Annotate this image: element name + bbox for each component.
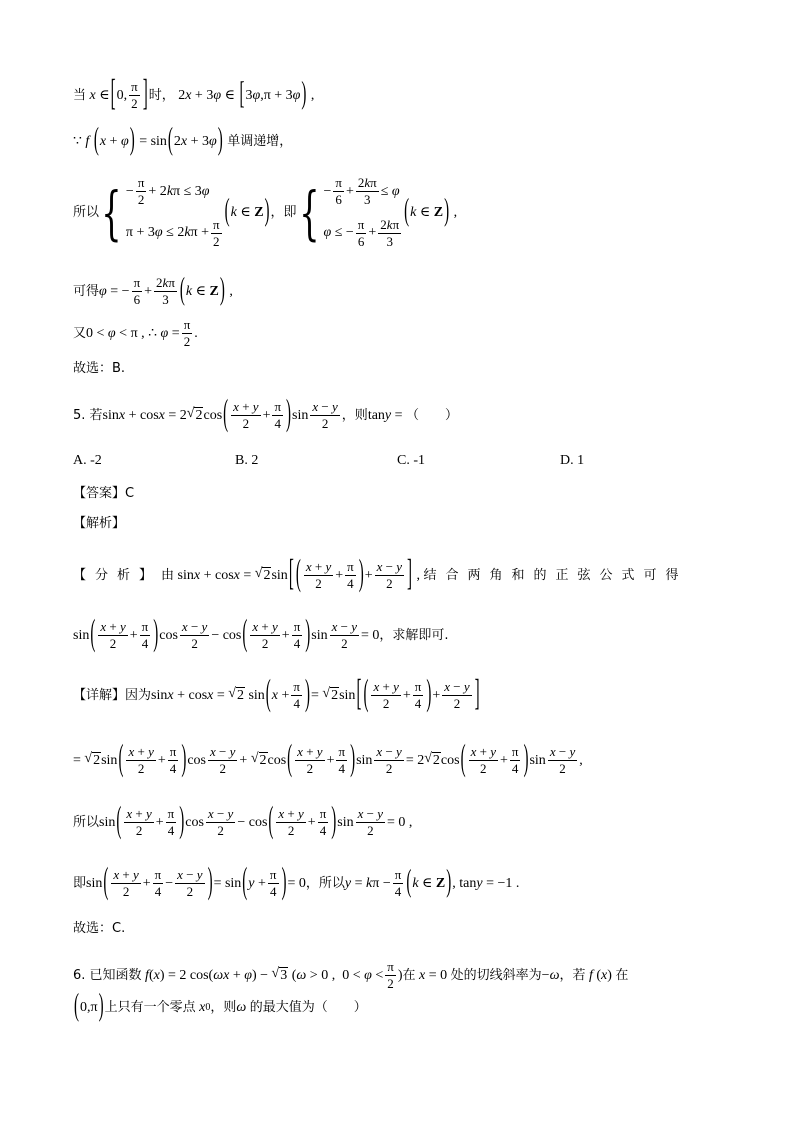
- q6-one-zero: 上只有一个零点: [104, 1000, 196, 1015]
- analysis-tail: 结合两角和的正弦公式可得: [423, 568, 688, 584]
- line-x-range: 当 x ∈ [ 0, $\frac{\pi}{2}$ ] 时， 2 x + 3 φ ∈ [ 3 φ ,π + 3 φ ) ,: [73, 74, 315, 115]
- detail-so-2: ，所以: [305, 876, 345, 892]
- analysis-line-2: sin ( $\frac{x + y}{2}$ + $\frac{\pi}{4}$ ) cos $\frac{x - y}{2}$ − cos ( $\frac{x + y}{2}$ + $\frac{\pi}{4}$ ) sin $\frac{x - y}{2}$ = 0 ，求解即可.: [73, 614, 449, 655]
- line-systems: 所以 { − $\frac{\pi}{2}$ + 2 k π ≤ 3 φ π + 3 φ ≤ 2 k π + $\frac{\pi}{2}$ ( k ∈ Z ) ，即 { − $\frac{\pi}{6}$ + $\frac{2k\pi}{3}$ ≤ φ φ ≤ − $\frac{\pi}{6}$ + $\frac{2k\pi}{3}$ ( k ∈ Z ) ,: [73, 175, 458, 249]
- q6-at: 在: [402, 968, 416, 984]
- q6-then: ，则: [210, 1000, 237, 1015]
- line-phi-general: 可得 φ = − $\frac{\pi}{6}$ + $\frac{2k\pi}{3}$ ( k ∈ Z ) ,: [73, 273, 233, 308]
- analysis-by: 由: [161, 568, 175, 584]
- text-kede: 可得: [73, 284, 100, 300]
- text-when: 当: [73, 88, 87, 104]
- detail-line-3: 所以 sin ( $\frac{x + y}{2}$ + $\frac{\pi}{4}$ ) cos $\frac{x - y}{2}$ − cos ( $\frac{x + y}{2}$ + $\frac{\pi}{4}$ ) sin $\frac{x - y}{2}$ = 0 ,: [73, 801, 413, 842]
- line-monotonic: ∵ f ( x + φ ) = sin ( 2 x + 3 φ ) 单调递增，: [73, 123, 293, 158]
- detail-line-2: = √ 2 sin ( $\frac{x + y}{2}$ + $\frac{\pi}{4}$ ) cos $\frac{x - y}{2}$ + √ 2 cos ( $\frac{x + y}{2}$ + $\frac{\pi}{4}$ ) sin $\frac{x - y}{2}$ = 2 √ 2 cos ( $\frac{x + y}{2}$ + $\frac{\pi}{4}$ ) sin $\frac{x - y}{2}$ ,: [73, 739, 583, 780]
- option-a: A. -2: [73, 453, 102, 468]
- detail-label: 【详解】因为: [73, 688, 152, 704]
- analysis-line-1: 【分析】 由 sin x + cos x = √ 2 sin [ ( $\frac{x + y}{2}$ + $\frac{\pi}{4}$ ) + $\frac{x - y}{2}$ ] , 结合两角和的正弦公式可得: [73, 554, 688, 595]
- analysis-fenxi-label: 【分析】: [73, 568, 162, 584]
- line-phi-value: 又 0 < φ < π , ∴ φ = $\frac{\pi}{2}$ .: [73, 317, 198, 350]
- q5-number: 5. 若: [73, 408, 103, 424]
- option-b: B. 2: [235, 453, 259, 468]
- option-d: D. 1: [560, 453, 585, 468]
- question-6-line-1: 6. 已知函数 f ( x ) = 2 cos( ωx + φ ) − √ 3 ( ω > 0 , 0 < φ < $\frac{\pi}{2}$ ) 在 x = 0 处的切线斜率为 − ω ，若 f ( x ) 在: [73, 959, 629, 992]
- text-ji: ，即: [270, 205, 297, 221]
- analysis-label: 【解析】: [73, 516, 126, 531]
- q5-then: ，则: [341, 408, 368, 424]
- q6-if: ，若: [559, 968, 586, 984]
- answer-text: 【答案】C: [73, 486, 135, 501]
- option-c: C. -1: [397, 453, 425, 468]
- q6-number: 6. 已知函数: [73, 968, 142, 984]
- text-select-c: 故选：C.: [73, 921, 126, 936]
- detail-so: 所以: [73, 815, 100, 831]
- analysis-solve: ，求解即可.: [379, 628, 449, 644]
- detail-ji: 即: [73, 876, 87, 892]
- answer-line: [73, 487, 134, 500]
- question-6-line-2: ( 0,π ) 上只有一个零点 x 0 ，则 ω 的最大值为（ ）: [74, 989, 367, 1024]
- text-you: 又: [73, 326, 87, 342]
- q5-options: [73, 453, 733, 469]
- text-shi: 时，: [148, 88, 175, 104]
- analysis-heading: [73, 517, 125, 530]
- q6-max: 的最大值为（ ）: [249, 1000, 367, 1015]
- q6-slope: 处的切线斜率为: [450, 968, 542, 984]
- q5-blank: （ ）: [406, 408, 459, 424]
- detail-line-1: 【详解】因为 sin x + cos x = √ 2 sin ( x + $\frac{\pi}{4}$ ) = √ 2 sin [ ( $\frac{x + y}{2}$ + $\frac{\pi}{4}$ ) + $\frac{x - y}{2}$ ]: [73, 674, 480, 715]
- text-select-b: 故选：B.: [73, 361, 126, 376]
- q6-in: 在: [615, 968, 629, 984]
- line-select-c: [73, 922, 125, 935]
- line-select-b: [73, 362, 125, 375]
- text-increasing: 单调递增，: [227, 134, 293, 149]
- question-5: 5. 若 sin x + cos x = 2 √ 2 cos ( $\frac{x + y}{2}$ + $\frac{\pi}{4}$ ) sin $\frac{x - y}{2}$ ，则 tan y = （ ）: [73, 394, 459, 435]
- text-suoyi: 所以: [73, 205, 100, 221]
- detail-line-4: 即 sin ( $\frac{x + y}{2}$ + $\frac{\pi}{4}$ − $\frac{x - y}{2}$ ) = sin ( y + $\frac{\pi}{4}$ ) = 0 ，所以 y = k π − $\frac{\pi}{4}$ ( k ∈ Z ) , tan y = −1 .: [73, 862, 520, 903]
